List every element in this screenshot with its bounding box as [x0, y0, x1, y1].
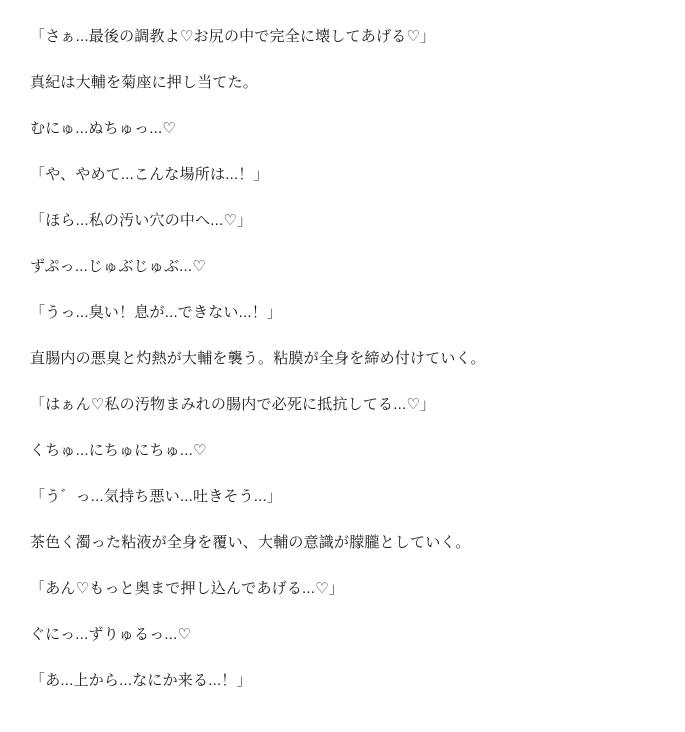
- paragraph: 「あ...上から...なにか来る...！」: [30, 671, 252, 689]
- paragraph: 「ほら...私の汚い穴の中へ...♡」: [30, 211, 253, 229]
- paragraph: くちゅ...にちゅにちゅ...♡: [30, 441, 207, 459]
- paragraph: 「や、やめて...こんな場所は...！」: [30, 165, 269, 183]
- paragraph: むにゅ...ぬちゅっ...♡: [30, 119, 176, 137]
- document-body: [30, 14, 657, 704]
- paragraph: 茶色く濁った粘液が全身を覆い、大輔の意識が朦朧としていく。: [30, 533, 471, 551]
- paragraph: 「あん♡もっと奥まで押し込んであげる...♡」: [30, 579, 344, 597]
- paragraph: 「さぁ...最後の調教よ♡お尻の中で完全に壊してあげる♡」: [30, 27, 436, 45]
- paragraph: 「う゛っ...気持ち悪い...吐きそう...」: [30, 487, 283, 505]
- paragraph: ずぷっ...じゅぶじゅぶ...♡: [30, 257, 206, 275]
- paragraph: 「はぁん♡私の汚物まみれの腸内で必死に抵抗してる...♡」: [30, 395, 436, 413]
- paragraph: 「うっ...臭い！息が...できない...！」: [30, 303, 283, 321]
- paragraph: ぐにっ...ずりゅるっ...♡: [30, 625, 192, 643]
- paragraph: 真紀は大輔を菊座に押し当てた。: [30, 73, 259, 91]
- paragraph: 直腸内の悪臭と灼熱が大輔を襲う。粘膜が全身を締め付けていく。: [30, 349, 486, 367]
